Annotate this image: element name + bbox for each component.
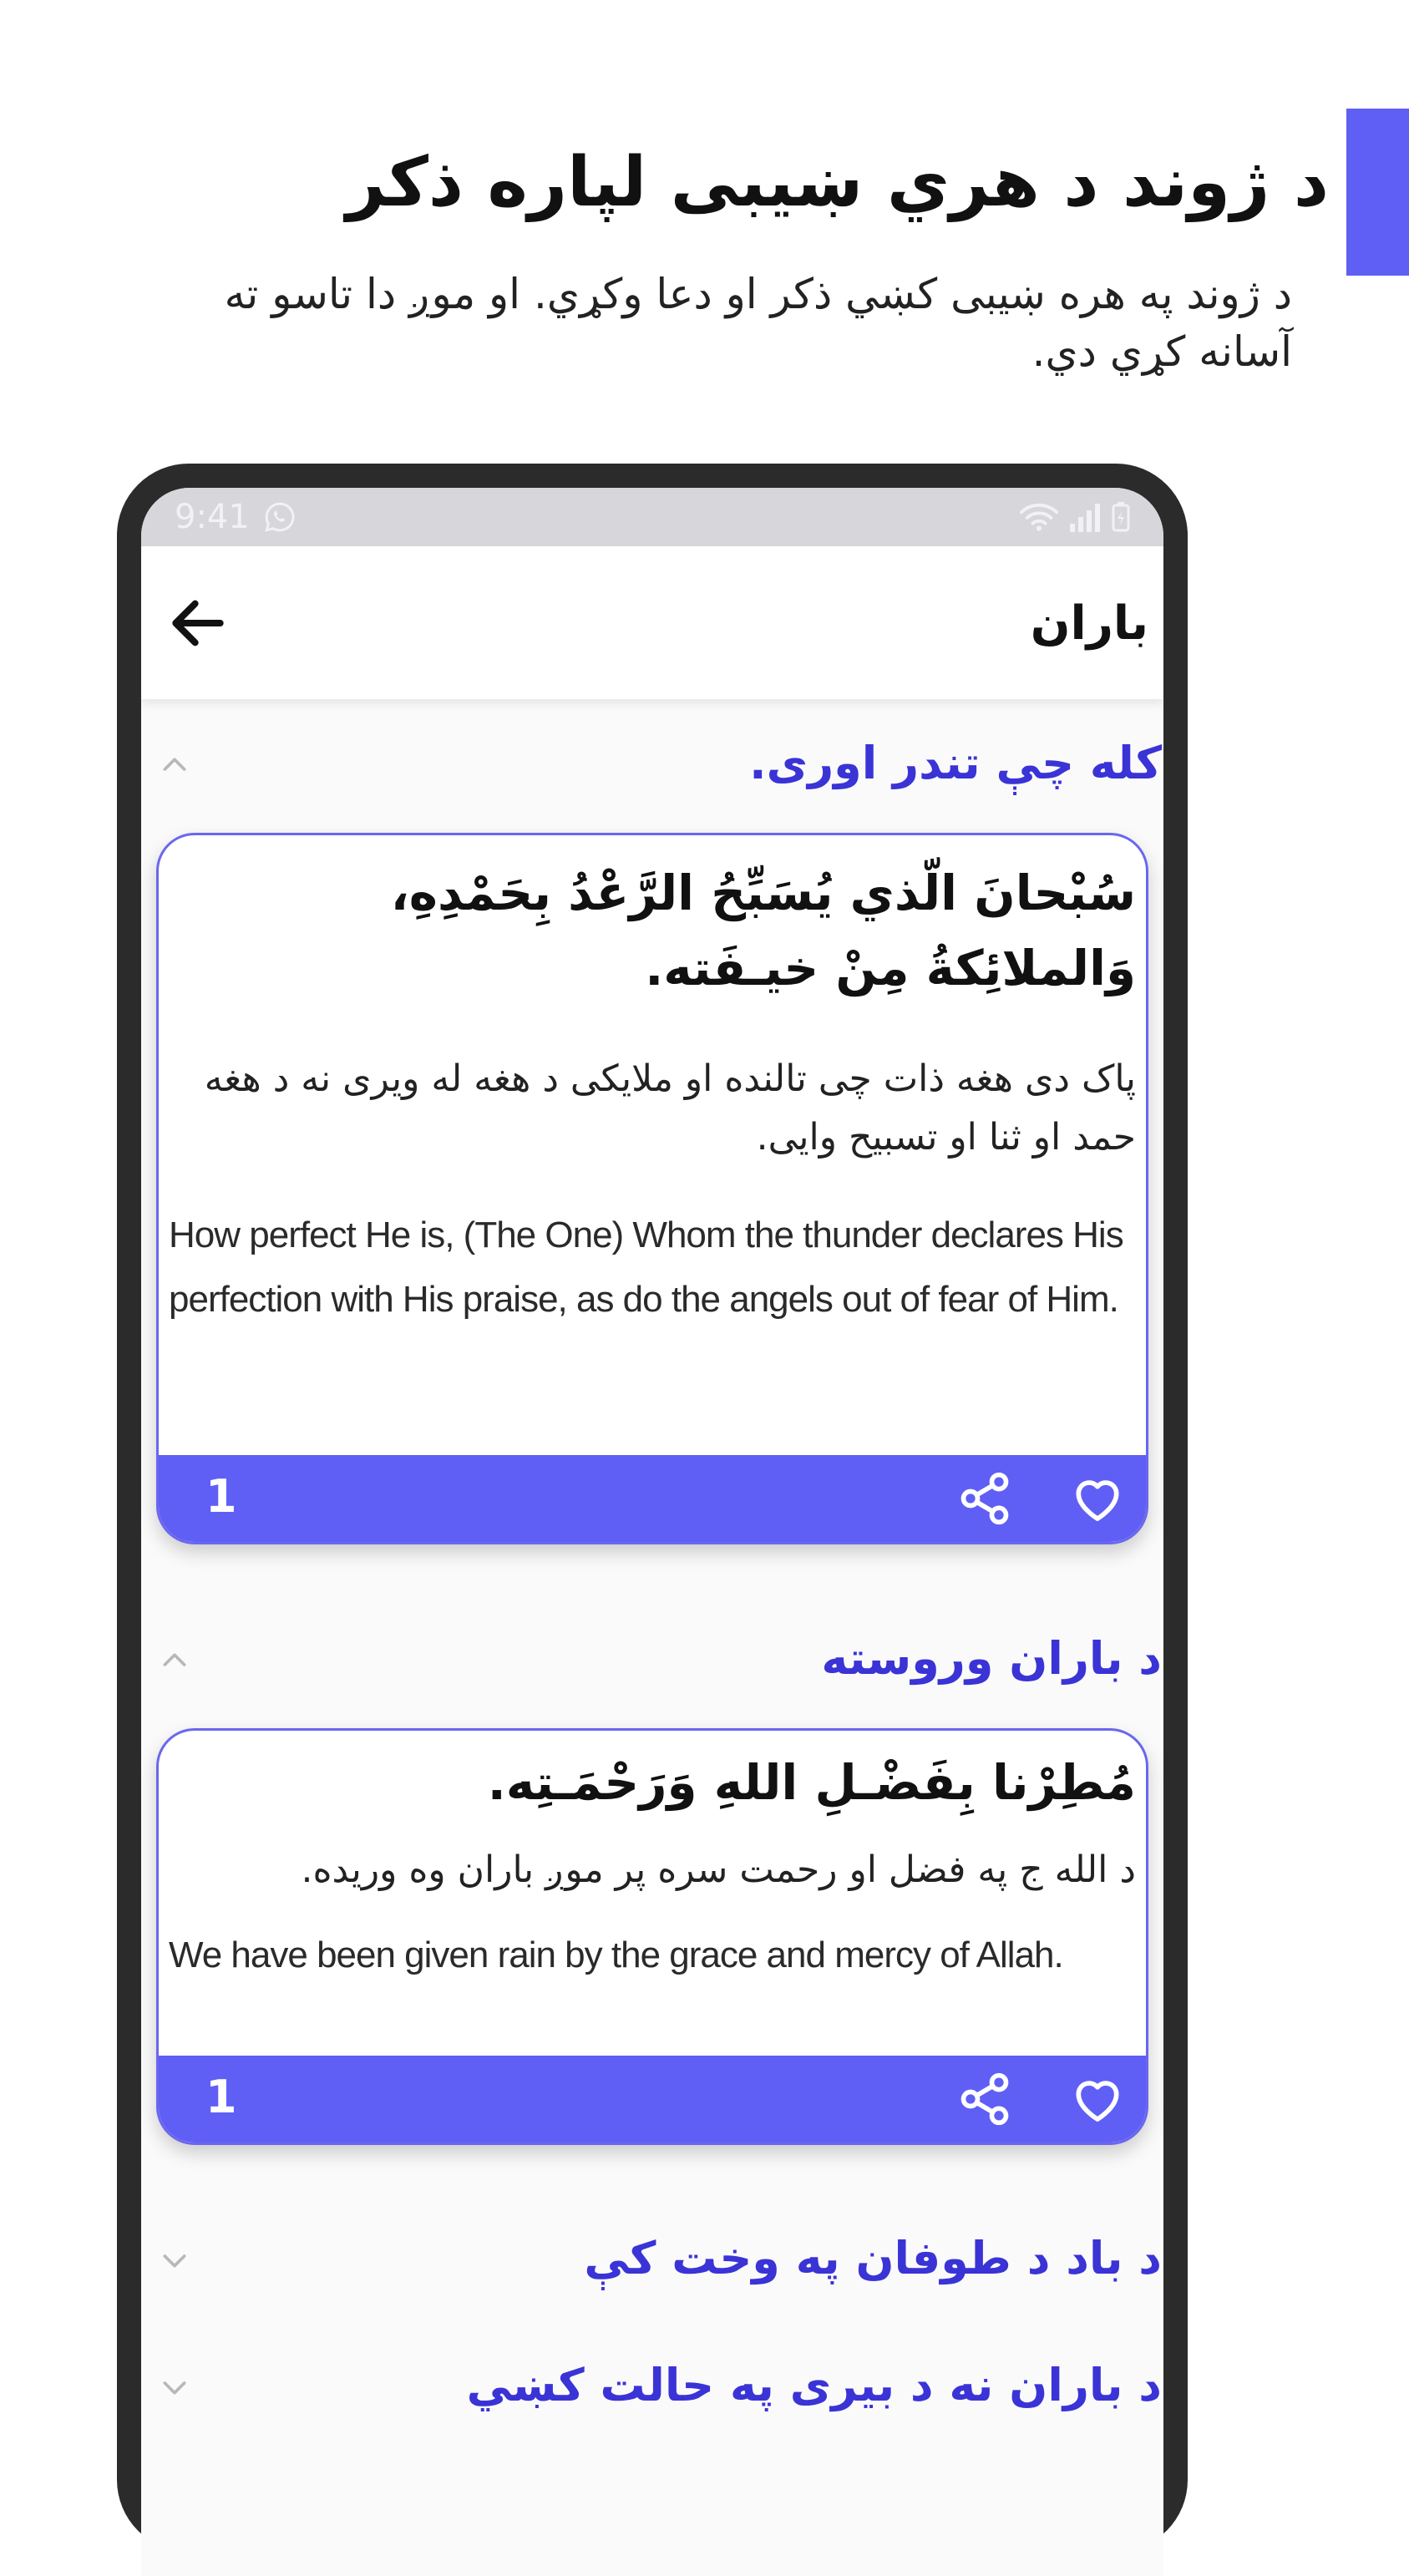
chevron-down-icon[interactable] [158,2371,191,2404]
chevron-down-icon[interactable] [158,2244,191,2277]
repeat-count: 1 [205,1470,237,1523]
arabic-text: مُطِرْنا بِفَضْـلِ اللهِ وَرَحْمَـتِه. [487,1754,1136,1811]
heart-icon[interactable] [1069,2071,1126,2127]
pashto-translation: پاک دی هغه ذات چی تالنده او ملایکی د هغه له ویری نه د هغه حمد او ثنا او تسبیح وایی. [204,1057,1136,1159]
signal-icon [1068,502,1102,532]
section-header-excess-rain[interactable] [141,2352,1163,2427]
accent-bar [1346,109,1409,276]
section-header-thunder[interactable] [141,730,1163,805]
heart-icon[interactable] [1069,1470,1126,1527]
pashto-translation: د الله ج په فضل او رحمت سره پر موږ باران وه وریده. [301,1848,1136,1891]
english-translation: How perfect He is, (The One) Whom the thunder declares His perfection with His praise, as do the angels out of fear of Him. [169,1214,1123,1321]
section-title: د باران وروسته [821,1632,1162,1685]
whatsapp-icon [263,500,296,534]
chevron-up-icon[interactable] [158,1644,191,1677]
arrow-left-icon[interactable] [165,590,231,657]
dhikr-card [156,1728,1148,2145]
phone-screen [141,488,1163,2576]
dhikr-card [156,833,1148,1544]
battery-icon [1112,502,1130,532]
app-bar [141,546,1163,699]
wifi-icon [1020,502,1058,532]
repeat-count: 1 [205,2071,237,2123]
section-title: کله چې تندر اورى. [749,737,1162,789]
status-bar [141,488,1163,546]
section-title: د باد د طوفان په وخت کې [584,2232,1162,2284]
share-icon[interactable] [956,1470,1013,1527]
promo-title: د ژوند د هري ښيبى لپاره ذکر [346,143,1329,222]
section-title: د باران نه د بیری په حالت کښي [466,2359,1162,2411]
promo-subtitle: د ژوند په هره ښيبى کښي ذکر او دعا وکړي. او موږ دا تاسو ته آسانه کړي دي. [224,270,1292,376]
share-icon[interactable] [956,2071,1013,2127]
english-translation: We have been given rain by the grace and mercy of Allah. [169,1935,1063,1976]
app-bar-title: باران [1030,596,1148,651]
card-footer [159,1455,1146,1542]
phone-frame [117,464,1188,2552]
chevron-up-icon[interactable] [158,748,191,782]
section-header-storm[interactable] [141,2225,1163,2300]
card-footer [159,2056,1146,2142]
arabic-text: سُبْحانَ الّذي يُسَبِّحُ الرَّعْدُ بِحَمْدِهِ، وَالملائِكةُ مِنْ خيـفَته. [390,865,1136,996]
status-time: 9:41 [175,498,250,536]
section-header-after-rain[interactable] [141,1625,1163,1701]
